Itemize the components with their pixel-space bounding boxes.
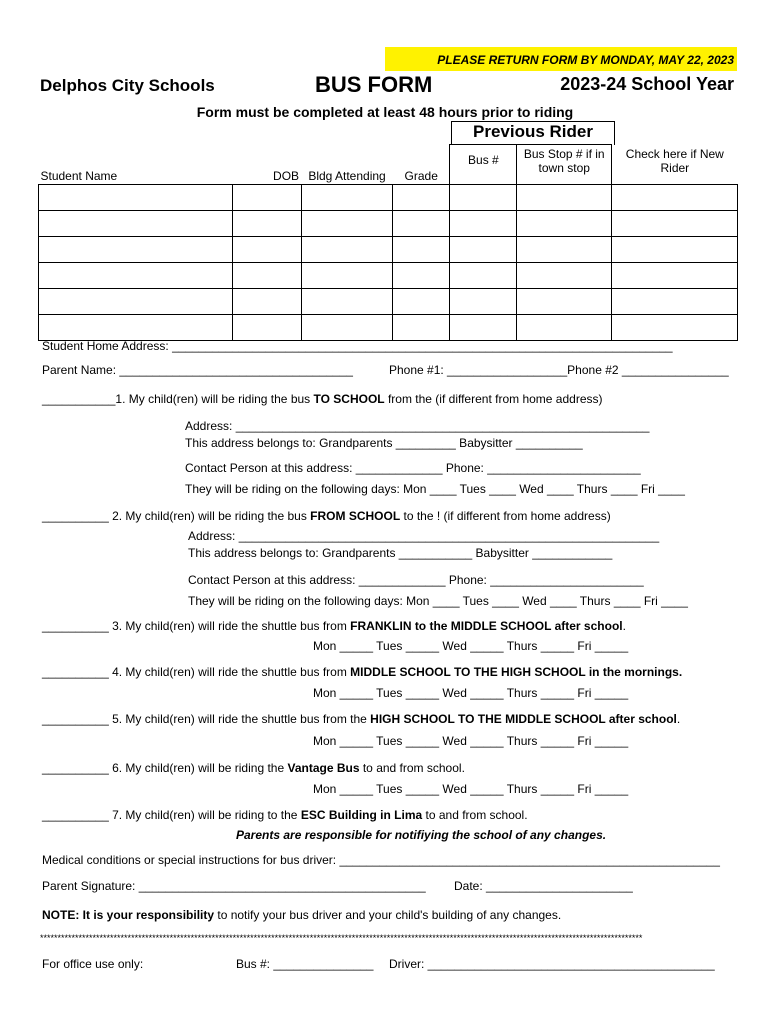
rider-cell[interactable] <box>301 185 393 211</box>
option-3-text: __________ 3. My child(ren) will ride the shuttle bus from <box>42 619 351 633</box>
option-4-bold: MIDDLE SCHOOL TO THE HIGH SCHOOL in the mornings. <box>350 665 683 679</box>
rider-cell[interactable] <box>450 185 517 211</box>
option-2-address[interactable]: Address: _______________________________________________________________ <box>188 529 660 543</box>
phone-fields[interactable]: Phone #1: __________________Phone #2 ________________ <box>389 363 729 377</box>
home-address-field[interactable]: Student Home Address: ___________________________________________________________________________ <box>42 339 673 353</box>
col-bus-stop: Bus Stop # if in town stop <box>517 145 612 185</box>
rider-cell[interactable] <box>517 237 612 263</box>
rider-cell[interactable] <box>232 263 301 289</box>
rider-cell[interactable] <box>612 263 738 289</box>
rider-cell[interactable] <box>450 263 517 289</box>
rider-cell[interactable] <box>450 211 517 237</box>
school-year: 2023-24 School Year <box>560 74 734 94</box>
rider-cell[interactable] <box>517 315 612 341</box>
rider-row <box>39 211 738 237</box>
rider-cell[interactable] <box>301 211 393 237</box>
option-4-morning-shuttle[interactable] <box>42 665 682 679</box>
option-7-text: __________ 7. My child(ren) will be riding to the <box>42 808 301 822</box>
option-3-days[interactable]: Mon _____ Tues _____ Wed _____ Thurs _____ Fri _____ <box>313 639 629 653</box>
option-5-afternoon-shuttle[interactable] <box>42 712 680 726</box>
option-1-text: ___________1. My child(ren) will be riding the bus <box>42 392 314 406</box>
option-5-bold: HIGH SCHOOL TO THE MIDDLE SCHOOL after school <box>370 712 677 726</box>
return-deadline-text: PLEASE RETURN FORM BY MONDAY, MAY 22, 2023 <box>437 53 734 67</box>
rider-cell[interactable] <box>612 211 738 237</box>
date-field[interactable]: Date: ______________________ <box>454 879 633 893</box>
office-bus-field[interactable]: Bus #: _______________ <box>236 957 374 971</box>
option-3-franklin-shuttle[interactable] <box>42 619 626 633</box>
option-3-bold: FRANKLIN to the MIDDLE SCHOOL after school <box>350 619 623 633</box>
rider-cell[interactable] <box>301 289 393 315</box>
rider-cell[interactable] <box>517 289 612 315</box>
rider-cell[interactable] <box>612 237 738 263</box>
option-1-address[interactable]: Address: ______________________________________________________________ <box>185 419 650 433</box>
option-4-text: __________ 4. My child(ren) will ride the shuttle bus from <box>42 665 351 679</box>
parent-name-field[interactable]: Parent Name: ___________________________________ <box>42 363 353 377</box>
option-7-esc-building[interactable] <box>42 808 528 822</box>
rider-cell[interactable] <box>39 263 233 289</box>
separator-stars: **************************************************************************************************************************************************************************** <box>40 933 643 943</box>
option-6-text: __________ 6. My child(ren) will be riding the <box>42 761 288 775</box>
rider-cell[interactable] <box>517 263 612 289</box>
rider-cell[interactable] <box>39 315 233 341</box>
rider-cell[interactable] <box>39 211 233 237</box>
col-student-name: Student Name <box>40 169 118 183</box>
rider-cell[interactable] <box>232 211 301 237</box>
rider-row <box>39 263 738 289</box>
rider-cell[interactable] <box>232 289 301 315</box>
option-3-text-end: . <box>622 619 626 633</box>
option-2-text-end: to the ! (if different from home address) <box>400 509 611 523</box>
option-2-belongs[interactable]: This address belongs to: Grandparents ___________ Babysitter ____________ <box>188 546 613 560</box>
option-1-text-end: from the (if different from home address) <box>384 392 603 406</box>
rider-cell[interactable] <box>301 315 393 341</box>
rider-row <box>39 315 738 341</box>
option-5-text-end: . <box>676 712 681 726</box>
option-1-contact[interactable]: Contact Person at this address: _____________ Phone: _______________________ <box>185 461 641 475</box>
rider-cell[interactable] <box>450 289 517 315</box>
office-driver-field[interactable]: Driver: ___________________________________________ <box>389 957 715 971</box>
option-5-text: __________ 5. My child(ren) will ride the shuttle bus from the <box>42 712 371 726</box>
rider-row <box>39 185 738 211</box>
rider-cell[interactable] <box>39 185 233 211</box>
rider-cell[interactable] <box>393 289 450 315</box>
rider-cell[interactable] <box>612 289 738 315</box>
rider-table-header <box>39 145 738 185</box>
option-5-days[interactable]: Mon _____ Tues _____ Wed _____ Thurs _____ Fri _____ <box>313 734 629 748</box>
note-bold: NOTE: It is your responsibility <box>42 908 215 922</box>
rider-cell[interactable] <box>301 263 393 289</box>
option-4-days[interactable]: Mon _____ Tues _____ Wed _____ Thurs _____ Fri _____ <box>313 686 629 700</box>
col-bus-number: Bus # <box>450 145 517 185</box>
responsibility-note <box>42 908 561 922</box>
form-title: BUS FORM <box>315 72 433 97</box>
option-1-to-school[interactable] <box>42 392 603 406</box>
option-6-text-end: to and from school. <box>359 761 465 775</box>
option-2-bold: FROM SCHOOL <box>310 509 401 523</box>
rider-cell[interactable] <box>39 289 233 315</box>
col-new-rider: Check here if New Rider <box>625 146 724 175</box>
option-2-days[interactable]: They will be riding on the following days: Mon ____ Tues ____ Wed ____ Thurs ____ Fri ____ <box>188 594 688 608</box>
rider-cell[interactable] <box>450 315 517 341</box>
rider-cell[interactable] <box>450 237 517 263</box>
rider-cell[interactable] <box>301 237 393 263</box>
option-6-days[interactable]: Mon _____ Tues _____ Wed _____ Thurs _____ Fri _____ <box>313 782 629 796</box>
option-1-belongs[interactable]: This address belongs to: Grandparents _________ Babysitter __________ <box>185 436 583 450</box>
col-dob: DOB <box>273 169 300 183</box>
option-6-bold: Vantage Bus <box>287 761 360 775</box>
note-text: to notify your bus driver and your child's building of any changes. <box>214 908 562 922</box>
col-bldg-attending: Bldg Attending <box>308 169 386 183</box>
parents-notice: Parents are responsible for notifiying the school of any changes. <box>236 828 607 842</box>
rider-cell[interactable] <box>232 315 301 341</box>
rider-cell[interactable] <box>517 211 612 237</box>
medical-conditions-field[interactable]: Medical conditions or special instructions for bus driver: _________________________________________________________ <box>42 853 720 867</box>
option-2-text: __________ 2. My child(ren) will be riding the bus <box>42 509 311 523</box>
option-2-from-school[interactable] <box>42 509 611 523</box>
rider-cell[interactable] <box>232 185 301 211</box>
parent-signature-field[interactable]: Parent Signature: ___________________________________________ <box>42 879 426 893</box>
rider-row <box>39 237 738 263</box>
rider-cell[interactable] <box>39 237 233 263</box>
rider-cell[interactable] <box>393 315 450 341</box>
rider-table <box>38 144 738 341</box>
rider-cell[interactable] <box>393 237 450 263</box>
option-7-text-end: to and from school. <box>422 808 528 822</box>
office-use-label: For office use only: <box>42 957 144 971</box>
option-7-bold: ESC Building in Lima <box>300 808 423 822</box>
school-name: Delphos City Schools <box>40 76 215 95</box>
option-6-vantage-bus[interactable] <box>42 761 465 775</box>
rider-cell[interactable] <box>393 185 450 211</box>
rider-cell[interactable] <box>393 263 450 289</box>
rider-row <box>39 289 738 315</box>
form-subtitle: Form must be completed at least 48 hours prior to riding <box>196 104 574 120</box>
option-1-days[interactable]: They will be riding on the following days: Mon ____ Tues ____ Wed ____ Thurs ____ Fri ____ <box>185 482 685 496</box>
col-grade: Grade <box>404 169 438 183</box>
rider-cell[interactable] <box>612 185 738 211</box>
option-1-bold: TO SCHOOL <box>313 392 385 406</box>
rider-cell[interactable] <box>232 237 301 263</box>
option-2-contact[interactable]: Contact Person at this address: _____________ Phone: _______________________ <box>188 573 644 587</box>
rider-cell[interactable] <box>393 211 450 237</box>
rider-cell[interactable] <box>612 315 738 341</box>
rider-cell[interactable] <box>517 185 612 211</box>
previous-rider-label: Previous Rider <box>473 122 593 141</box>
